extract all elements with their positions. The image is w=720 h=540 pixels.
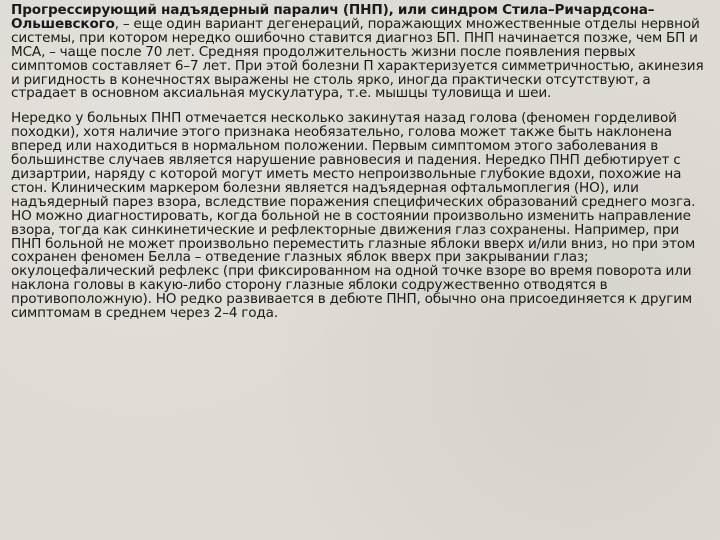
paragraph-psp-definition	[11, 4, 710, 101]
paragraph-psp-symptoms	[11, 112, 710, 321]
paragraph-2-text: Нередко у больных ПНП отмечается несколько закинутая назад голова (феномен горделивой походки), хотя наличие этого признака необязательно, голова может также быть наклонена вперед или находиться в нормальном положении. Первым симптомом этого заболевания в большинстве случаев является нарушение равновесия и падения. Нередко ПНП дебютирует с дизартрии, наряду с которой могут иметь место непроизвольные глубокие вдохи, похожие на стон. Клиническим маркером болезни является надъядерная офтальмоплегия (НО), или надъядерный парез взора, вследствие поражения специфических образований среднего мозга. НО можно диагностировать, когда больной не в состоянии произвольно изменить направление взора, тогда как синкинетические и рефлекторные движения глаз сохранены. Например, при ПНП больной не может произвольно переместить глазные яблоки вверх и/или вниз, но при этом сохранен феномен Белла – отведение глазных яблок вверх при закрывании глаз; окулоцефалический рефлекс (при фиксированном на одной точке взоре во время поворота или наклона головы в какую-либо сторону глазные яблоки содружественно отводятся в противоположную). НО редко развивается в дебюте ПНП, обычно она присоединяется к другим симптомам в среднем через 2–4 года.	[11, 110, 696, 322]
paragraph-1-text: , – еще один вариант дегенераций, поражающих множественные отделы нервной системы, при котором нередко ошибочно ставится диагноз БП. ПНП начинается позже, чем БП и МСА, – чаще после 70 лет. Средняя продолжительность жизни после появления первых симптомов составляет 6–7 лет. При этой болезни П характеризуется симметричностью, акинезия и ригидность в конечностях выражены не столь ярко, иногда практически отсутствуют, а страдает в основном аксиальная мускулатура, т.е. мышцы туловища и шеи.	[11, 15, 704, 102]
psp-term-bold: Прогрессирующий надъядерный паралич (ПНП), или синдром Стила–Ричардсона–Ольшевского	[11, 2, 655, 32]
